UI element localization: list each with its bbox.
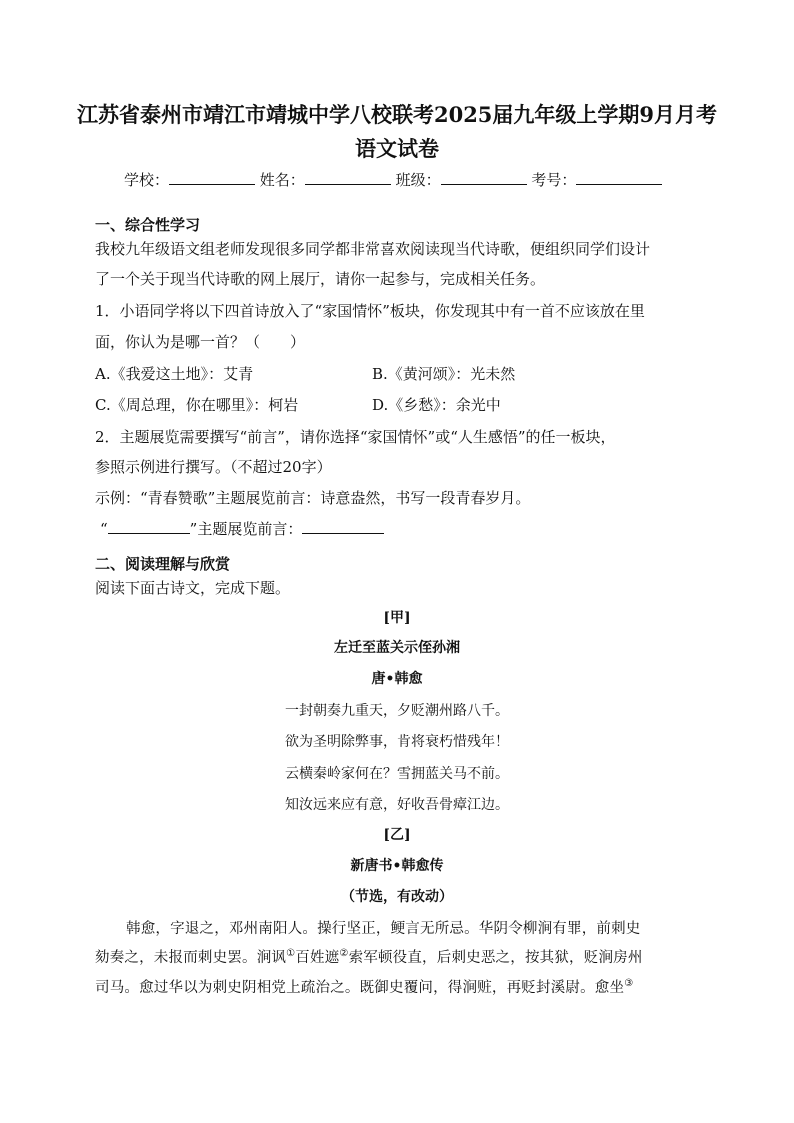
class-label: 班级：	[395, 171, 441, 189]
class-blank[interactable]	[441, 168, 527, 185]
footnote-mark-3: ③	[624, 978, 634, 989]
section2-heading: 二、阅读理解与欣赏	[95, 555, 231, 573]
footnote-mark-2: ②	[339, 948, 349, 959]
theme-blank[interactable]	[108, 517, 190, 534]
number-label: 考号：	[531, 171, 577, 189]
excerpt-line-2-c: 索军顿役直，后刺史恶之，按其狱，贬涧房州	[348, 950, 643, 966]
exam-title-line1: 江苏省泰州市靖江市靖城中学八校联考2025届九年级上学期9月月考	[76, 102, 718, 127]
section1-intro-line1: 我校九年级语文组老师发现很多同学都非常喜欢阅读现当代诗歌，便组织同学们设计	[95, 240, 651, 258]
exam-title-line2: 语文试卷	[355, 136, 439, 161]
example-text: 示例：“青春赞歌”主题展览前言：诗意盎然，书写一段青春岁月。	[95, 489, 531, 507]
question2-line2: 参照示例进行撰写。（不超过20字）	[95, 458, 332, 476]
option-d: D.《乡愁》：余光中	[372, 396, 501, 414]
school-label: 学校：	[124, 171, 170, 189]
question1-line2: 面，你认为是哪一首？（ ）	[95, 333, 306, 351]
excerpt-line-1: 韩愈，字退之，邓州南阳人。操行坚正，鲠言无所忌。华阴令柳涧有罪，前刺史	[126, 921, 641, 937]
number-blank[interactable]	[576, 168, 662, 185]
section1-heading: 一、综合性学习	[95, 216, 201, 234]
name-blank[interactable]	[305, 168, 391, 185]
student-info-row	[124, 168, 662, 192]
excerpt-line-2-b: 百姓遮	[295, 950, 340, 966]
poem-line-1: 一封朝奏九重天，夕贬潮州路八千。	[285, 703, 509, 719]
option-b: B.《黄河颂》：光未然	[372, 365, 516, 383]
poem-line-2: 欲为圣明除弊事，肯将衰朽惜残年！	[285, 734, 509, 750]
answer-open-quote: “	[100, 520, 108, 538]
section1-intro-line2: 了一个关于现当代诗歌的网上展厅，请你一起参与，完成相关任务。	[95, 270, 546, 288]
text-jia-label: [甲]	[383, 610, 411, 626]
poem-line-4: 知汝远来应有意，好收吾骨瘴江边。	[285, 797, 509, 813]
text-yi-label: [乙]	[383, 827, 411, 843]
option-a: A.《我爱这土地》：艾青	[95, 365, 254, 383]
poem-author: 唐•韩愈	[371, 671, 423, 687]
excerpt-line-3	[95, 976, 633, 1000]
question1-line1: 1．小语同学将以下四首诗放入了“家国情怀”板块，你发现其中有一首不应该放在里	[95, 302, 645, 320]
option-c: C.《周总理，你在哪里》：柯岩	[95, 396, 299, 414]
school-blank[interactable]	[169, 168, 255, 185]
question2-line1: 2．主题展览需要撰写“前言”，请你选择“家国情怀”或“人生感悟”的任一板块，	[95, 428, 616, 446]
section2-intro: 阅读下面古诗文，完成下题。	[95, 579, 291, 597]
excerpt-line-3-a: 司马。愈过华以为刺史阴相党上疏治之。既御史覆问，得涧赃，再贬封溪尉。愈坐	[95, 980, 625, 996]
poem-line-3: 云横秦岭家何在？雪拥蓝关马不前。	[285, 766, 509, 782]
name-label: 姓名：	[259, 171, 305, 189]
answer-line	[100, 517, 384, 541]
poem-title: 左迁至蓝关示侄孙湘	[334, 640, 460, 656]
preface-blank[interactable]	[302, 517, 384, 534]
excerpt-title: 新唐书•韩愈传	[350, 858, 444, 874]
excerpt-note: （节选，有改动）	[341, 889, 453, 905]
excerpt-line-2	[95, 946, 643, 970]
excerpt-line-2-a: 劾奏之，未报而刺史罢。涧讽	[95, 950, 287, 966]
answer-label: ”主题展览前言：	[189, 520, 303, 538]
footnote-mark-1: ①	[286, 948, 296, 959]
